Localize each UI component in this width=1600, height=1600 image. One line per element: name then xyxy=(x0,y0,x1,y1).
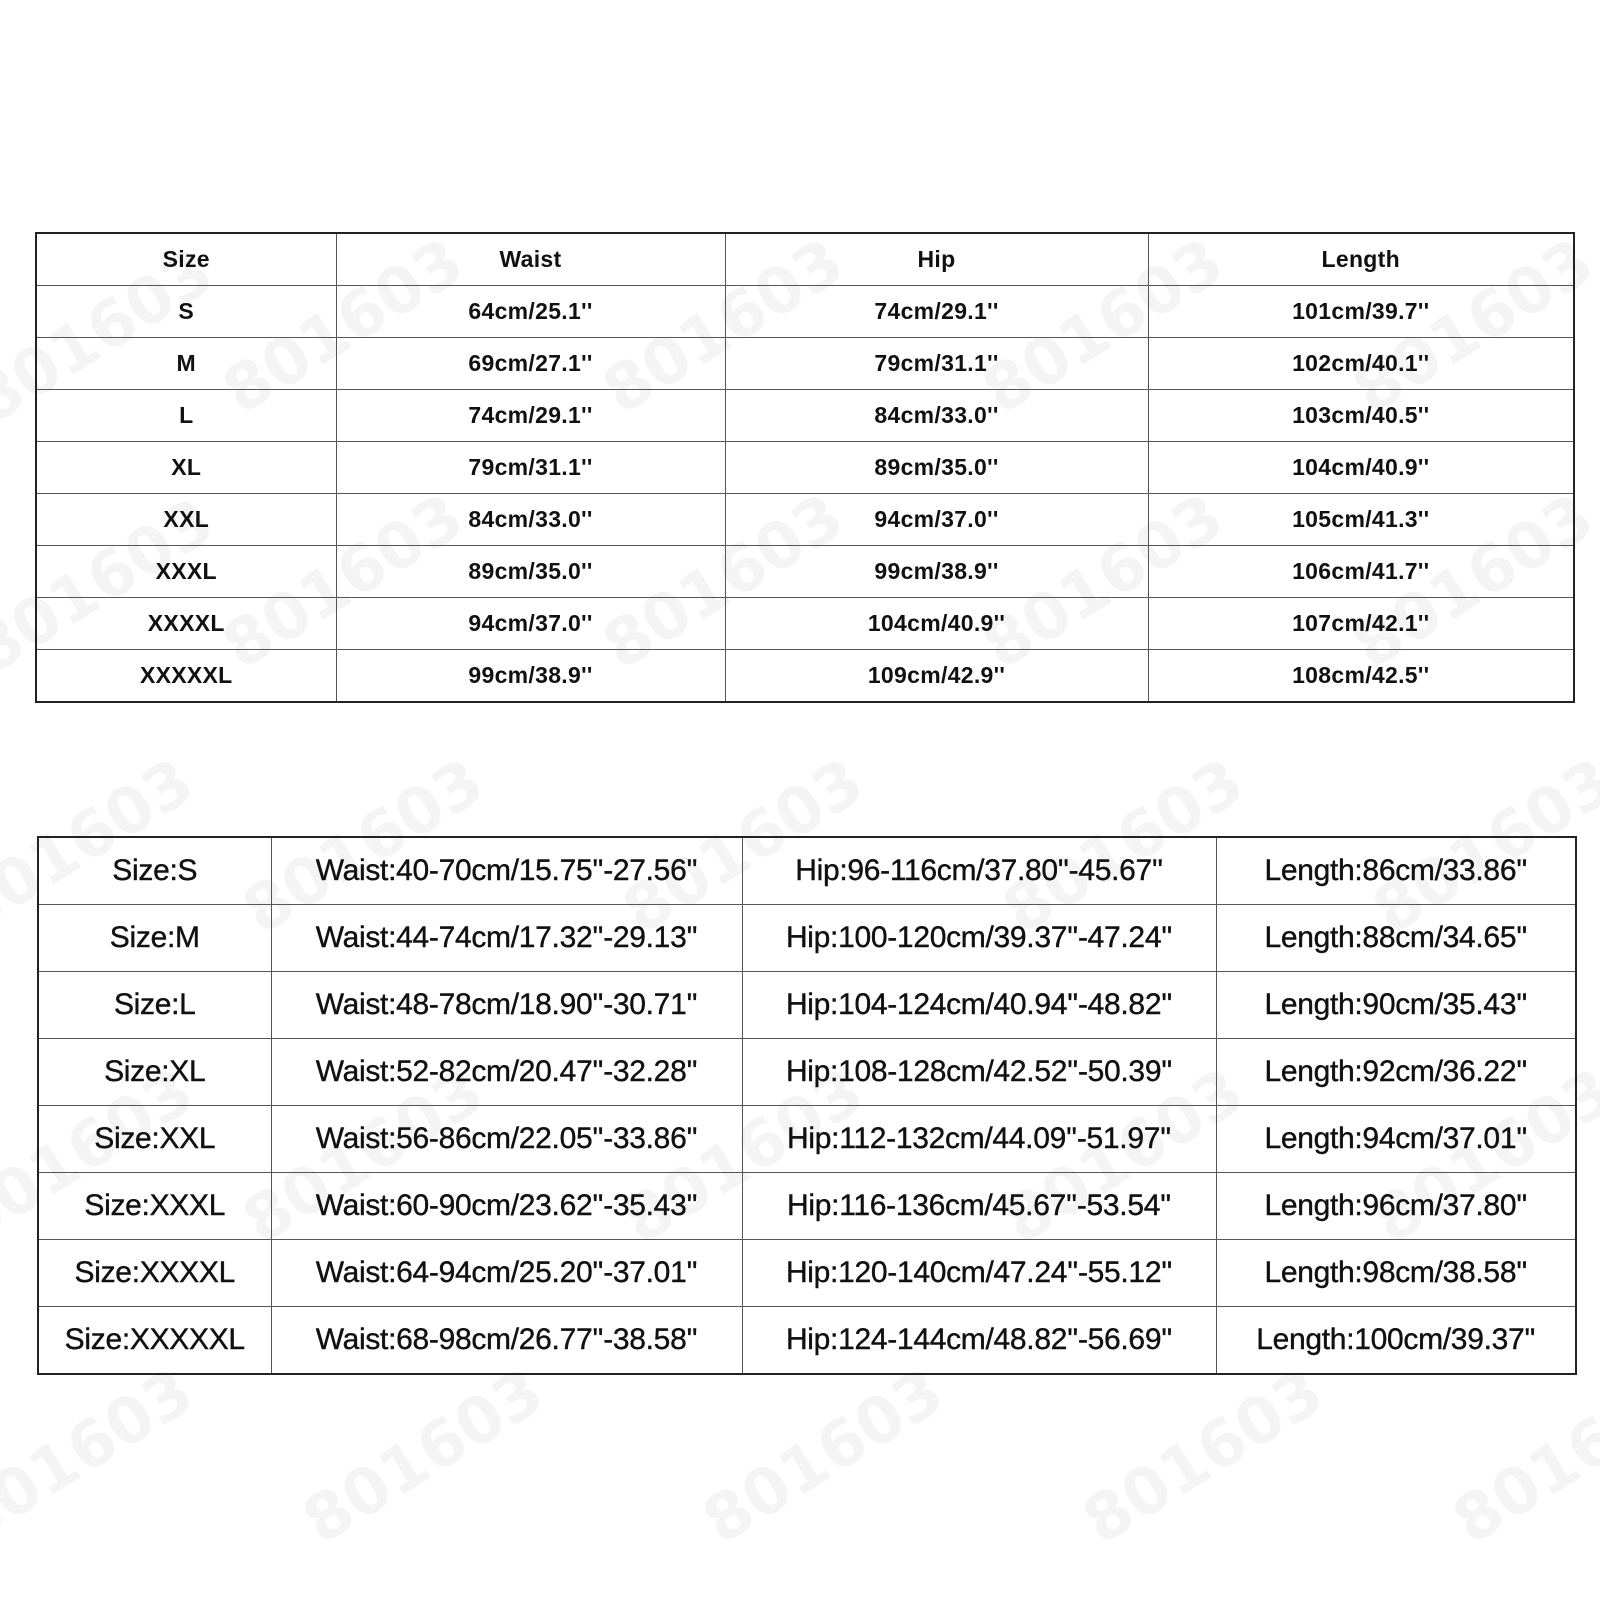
table-row xyxy=(38,1240,1576,1307)
size-cell: XXXL xyxy=(36,546,336,598)
table-row xyxy=(36,338,1574,390)
size-cell: Size:XL xyxy=(38,1039,271,1106)
table-row xyxy=(36,442,1574,494)
table-row xyxy=(36,598,1574,650)
size-cell: Size:L xyxy=(38,972,271,1039)
size-cell: Size:XXL xyxy=(38,1106,271,1173)
hip-cell: Hip:104-124cm/40.94''-48.82'' xyxy=(742,972,1216,1039)
length-cell: 106cm/41.7'' xyxy=(1148,546,1574,598)
hip-cell: Hip:116-136cm/45.67''-53.54'' xyxy=(742,1173,1216,1240)
size-cell: Size:XXXL xyxy=(38,1173,271,1240)
waist-cell: Waist:56-86cm/22.05''-33.86'' xyxy=(271,1106,742,1173)
waist-cell: 99cm/38.9'' xyxy=(336,650,725,703)
length-cell: 105cm/41.3'' xyxy=(1148,494,1574,546)
size-cell: M xyxy=(36,338,336,390)
header-size: Size xyxy=(36,233,336,286)
waist-cell: 84cm/33.0'' xyxy=(336,494,725,546)
length-cell: Length:100cm/39.37'' xyxy=(1216,1307,1576,1375)
watermark xyxy=(0,1355,206,1559)
size-cell: L xyxy=(36,390,336,442)
table-row xyxy=(36,650,1574,703)
table-row xyxy=(36,546,1574,598)
length-cell: 107cm/42.1'' xyxy=(1148,598,1574,650)
length-cell: Length:96cm/37.80'' xyxy=(1216,1173,1576,1240)
waist-cell: Waist:44-74cm/17.32''-29.13'' xyxy=(271,905,742,972)
size-cell: Size:XXXXL xyxy=(38,1240,271,1307)
waist-cell: Waist:48-78cm/18.90''-30.71'' xyxy=(271,972,742,1039)
size-cell: Size:XXXXXL xyxy=(38,1307,271,1375)
watermark xyxy=(291,1355,557,1559)
table-header-row xyxy=(36,233,1574,286)
table-row xyxy=(38,972,1576,1039)
length-cell: Length:86cm/33.86'' xyxy=(1216,837,1576,905)
waist-cell: Waist:68-98cm/26.77''-38.58'' xyxy=(271,1307,742,1375)
hip-cell: 99cm/38.9'' xyxy=(725,546,1148,598)
hip-cell: Hip:100-120cm/39.37''-47.24'' xyxy=(742,905,1216,972)
waist-cell: Waist:40-70cm/15.75''-27.56'' xyxy=(271,837,742,905)
hip-cell: 104cm/40.9'' xyxy=(725,598,1148,650)
length-cell: Length:90cm/35.43'' xyxy=(1216,972,1576,1039)
length-cell: 104cm/40.9'' xyxy=(1148,442,1574,494)
waist-cell: Waist:52-82cm/20.47''-32.28'' xyxy=(271,1039,742,1106)
watermark xyxy=(1071,1355,1337,1559)
hip-cell: Hip:124-144cm/48.82''-56.69'' xyxy=(742,1307,1216,1375)
length-cell: 108cm/42.5'' xyxy=(1148,650,1574,703)
waist-cell: Waist:64-94cm/25.20''-37.01'' xyxy=(271,1240,742,1307)
length-cell: Length:94cm/37.01'' xyxy=(1216,1106,1576,1173)
table-row xyxy=(38,837,1576,905)
hip-cell: 94cm/37.0'' xyxy=(725,494,1148,546)
length-cell: 101cm/39.7'' xyxy=(1148,286,1574,338)
size-cell: XL xyxy=(36,442,336,494)
waist-cell: Waist:60-90cm/23.62''-35.43'' xyxy=(271,1173,742,1240)
hip-cell: 74cm/29.1'' xyxy=(725,286,1148,338)
table-row xyxy=(38,1173,1576,1240)
size-cell: Size:M xyxy=(38,905,271,972)
table-row xyxy=(38,1106,1576,1173)
hip-cell: 89cm/35.0'' xyxy=(725,442,1148,494)
size-cell: XXXXXL xyxy=(36,650,336,703)
hip-cell: Hip:108-128cm/42.52''-50.39'' xyxy=(742,1039,1216,1106)
watermark xyxy=(691,1355,957,1559)
length-cell: Length:92cm/36.22'' xyxy=(1216,1039,1576,1106)
size-chart-table-1 xyxy=(35,232,1575,703)
hip-cell: 109cm/42.9'' xyxy=(725,650,1148,703)
hip-cell: 84cm/33.0'' xyxy=(725,390,1148,442)
hip-cell: Hip:120-140cm/47.24''-55.12'' xyxy=(742,1240,1216,1307)
size-cell: S xyxy=(36,286,336,338)
size-chart-table-2 xyxy=(37,836,1577,1375)
table-row xyxy=(38,905,1576,972)
size-cell: XXL xyxy=(36,494,336,546)
table-row xyxy=(38,1039,1576,1106)
header-hip: Hip xyxy=(725,233,1148,286)
table-row xyxy=(36,494,1574,546)
length-cell: Length:98cm/38.58'' xyxy=(1216,1240,1576,1307)
hip-cell: Hip:96-116cm/37.80''-45.67'' xyxy=(742,837,1216,905)
waist-cell: 64cm/25.1'' xyxy=(336,286,725,338)
waist-cell: 74cm/29.1'' xyxy=(336,390,725,442)
length-cell: 102cm/40.1'' xyxy=(1148,338,1574,390)
hip-cell: 79cm/31.1'' xyxy=(725,338,1148,390)
table-row xyxy=(36,286,1574,338)
watermark xyxy=(1441,1355,1600,1559)
size-cell: XXXXL xyxy=(36,598,336,650)
waist-cell: 79cm/31.1'' xyxy=(336,442,725,494)
table-row xyxy=(36,390,1574,442)
waist-cell: 94cm/37.0'' xyxy=(336,598,725,650)
length-cell: Length:88cm/34.65'' xyxy=(1216,905,1576,972)
hip-cell: Hip:112-132cm/44.09''-51.97'' xyxy=(742,1106,1216,1173)
header-waist: Waist xyxy=(336,233,725,286)
size-cell: Size:S xyxy=(38,837,271,905)
table-row xyxy=(38,1307,1576,1375)
header-length: Length xyxy=(1148,233,1574,286)
waist-cell: 89cm/35.0'' xyxy=(336,546,725,598)
length-cell: 103cm/40.5'' xyxy=(1148,390,1574,442)
waist-cell: 69cm/27.1'' xyxy=(336,338,725,390)
